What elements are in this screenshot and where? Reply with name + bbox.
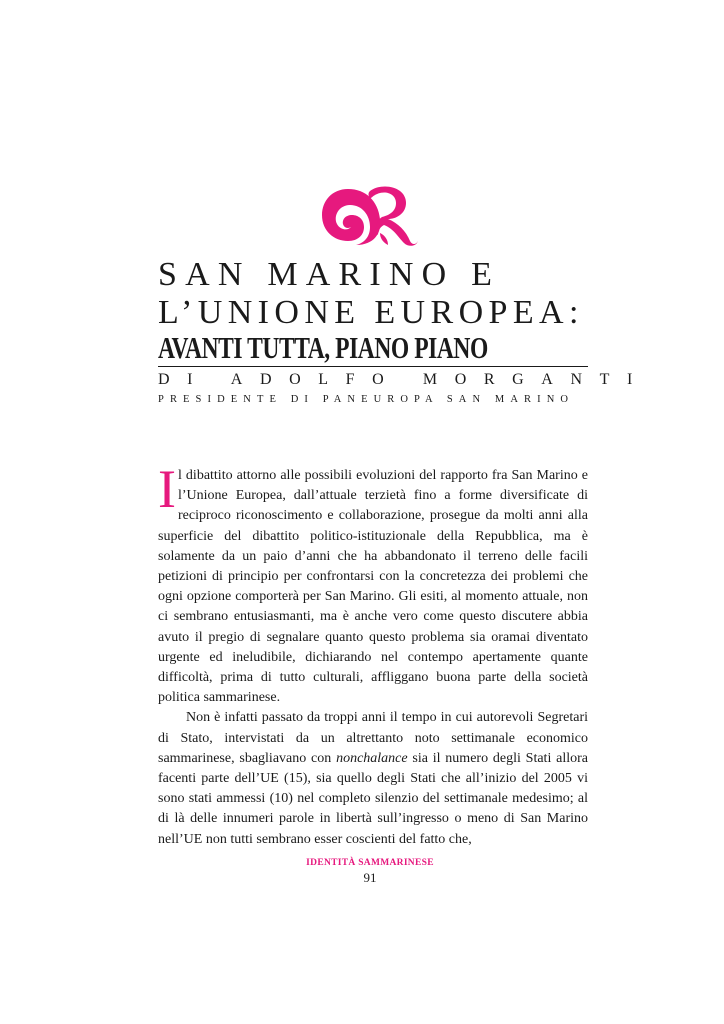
author-role: PRESIDENTE DI PANEUROPA SAN MARINO xyxy=(158,394,575,405)
title-line-1: SAN MARINO E xyxy=(158,256,501,293)
drop-cap: I xyxy=(158,459,176,519)
paragraph-1-text: l dibattito attorno alle possibili evoluzioni del rapporto fra San Marino e l’Unione Europea, dall’attuale terzietà fino a forme diversificate di reciproco riconoscimento e collaborazione, prosegue da molti anni alla superficie del dibattito politico-istituzionale della Repubblica, ma è solamente da un paio d’anni che ha abbandonato il terreno delle facili petizioni di principio per confrontarsi con la concretezza dei problemi che ogni opzione comporterà per San Marino. Gli esiti, al momento attuale, non ci sembrano entusiasmanti, ma è anche vero come questo discutere abbia avuto il pregio di segnalare quanto questo problema sia oramai diventato urgente ed ineludibile, dichiarando nel contempo apertamente quante difficoltà, prima di tutto culturali, affliggano buona parte della società politica sammarinese. xyxy=(158,468,588,706)
title-line-2: L’UNIONE EUROPEA: xyxy=(158,294,584,331)
paragraph-2-text-b: sia il numero degli Stati allora facenti parte dell’UE (15), sia quello degli Stati che all’inizio del 2005 vi sono stati ammessi (10) nel completo silenzio del settimanale medesimo; al di là delle innumeri parole in libertà sull’ingresso o meno di San Marino nell’UE non tutti sembrano esser coscienti del fatto che, xyxy=(158,750,588,847)
page-number: 91 xyxy=(363,870,377,885)
journal-name: IDENTITÀ SAMMARINESE xyxy=(306,858,434,868)
title-subtitle: AVANTI TUTTA, PIANO PIANO xyxy=(158,330,488,365)
article-header xyxy=(158,256,650,407)
title-rule xyxy=(158,366,588,367)
article-body xyxy=(158,459,588,850)
paragraph-2 xyxy=(158,708,588,849)
italic-word: nonchalance xyxy=(336,750,408,766)
paragraph-2-text-a: Non è infatti passato da troppi anni il tempo in cui autorevoli Segretari di Stato, intervistati da un altrettanto noto settimanale economico sammarinese, sbagliavano con xyxy=(158,710,588,766)
flourish-ornament-icon xyxy=(318,183,420,247)
paragraph-1 xyxy=(158,459,588,708)
author-byline: DI ADOLFO MORGANTI xyxy=(158,371,650,388)
